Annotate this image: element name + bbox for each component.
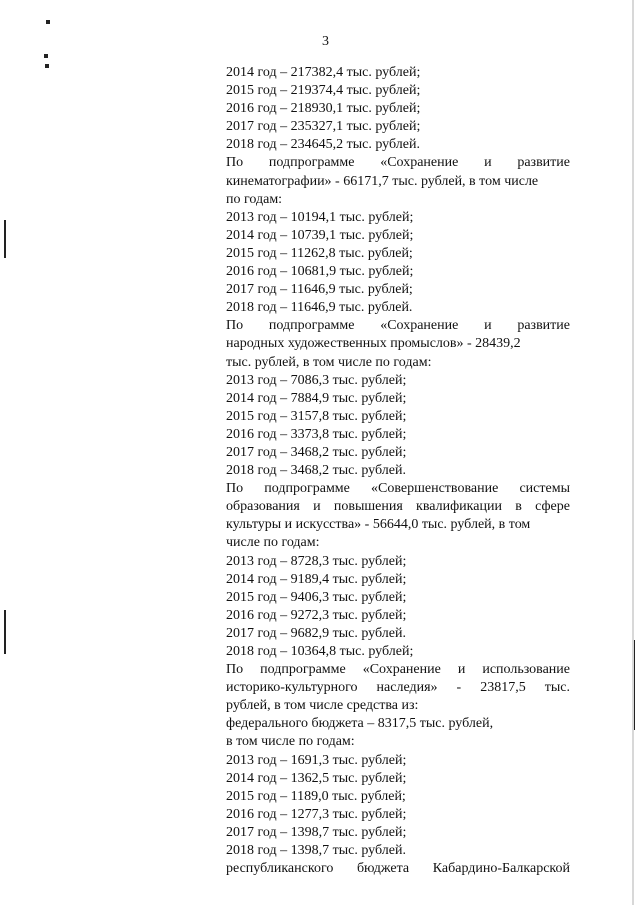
- word: республиканского: [226, 861, 334, 877]
- text-line: 2018 год – 11646,9 тыс. рублей.: [226, 300, 413, 316]
- text-line: 2017 год – 3468,2 тыс. рублей;: [226, 444, 407, 460]
- text-line: 2016 год – 218930,1 тыс. рублей;: [226, 101, 421, 117]
- text-line: 2017 год – 235327,1 тыс. рублей;: [226, 119, 421, 135]
- text-line: рублей, в том числе средства из:: [226, 698, 419, 714]
- word: «Совершенствование: [371, 481, 499, 497]
- text-line: 2013 год – 10194,1 тыс. рублей;: [226, 209, 414, 225]
- word: тыс.: [544, 680, 570, 696]
- text-line: 2014 год – 7884,9 тыс. рублей;: [226, 390, 407, 406]
- word: По: [226, 481, 244, 497]
- text-line: 2014 год – 10739,1 тыс. рублей;: [226, 227, 414, 243]
- text-line: 2017 год – 9682,9 тыс. рублей.: [226, 625, 406, 641]
- word: подпрограмме: [260, 662, 346, 678]
- word: По: [226, 155, 244, 171]
- text-line: 2013 год – 8728,3 тыс. рублей;: [226, 553, 407, 569]
- text-line: федерального бюджета – 8317,5 тыс. рублей,: [226, 716, 494, 732]
- word: квалификации: [416, 499, 502, 515]
- word: и: [457, 662, 466, 678]
- word: -: [456, 680, 462, 696]
- text-line: 2018 год – 10364,8 тыс. рублей;: [226, 644, 414, 659]
- text-line: 2015 год – 1189,0 тыс. рублей;: [226, 788, 406, 804]
- text-line: 2018 год – 1398,7 тыс. рублей.: [226, 843, 406, 859]
- word: развитие: [517, 318, 570, 334]
- text-line: 2016 год – 3373,8 тыс. рублей;: [226, 426, 407, 442]
- text-line: [226, 154, 570, 172]
- text-line: 2018 год – 3468,2 тыс. рублей.: [226, 463, 406, 479]
- word: подпрограмме: [268, 155, 355, 171]
- text-line: народных художественных промыслов» - 28439,2: [226, 336, 521, 352]
- text-line: [226, 498, 570, 516]
- word: подпрограмме: [268, 318, 355, 334]
- word: «Сохранение: [362, 662, 441, 678]
- word: развитие: [517, 155, 570, 171]
- word: 23817,5: [480, 680, 526, 696]
- word: По: [226, 318, 244, 334]
- word: подпрограмме: [264, 481, 350, 497]
- word: «Сохранение: [380, 318, 459, 334]
- word: в: [515, 499, 522, 515]
- word: Кабардино-Балкарской: [432, 861, 570, 877]
- word: и: [484, 318, 492, 334]
- word: системы: [519, 481, 570, 497]
- text-line: 2013 год – 7086,3 тыс. рублей;: [226, 372, 407, 388]
- text-line: 2014 год – 9189,4 тыс. рублей;: [226, 571, 407, 587]
- text-line: 2016 год – 1277,3 тыс. рублей;: [226, 806, 407, 822]
- text-line: [226, 860, 570, 878]
- text-line: [226, 679, 570, 697]
- word: и: [484, 155, 492, 171]
- scan-edge: [632, 0, 634, 905]
- word: повышения: [333, 499, 403, 515]
- text-line: 2013 год – 1691,3 тыс. рублей;: [226, 752, 407, 768]
- text-line: [226, 661, 570, 679]
- text-line: 2016 год – 10681,9 тыс. рублей;: [226, 264, 414, 280]
- text-line: кинематографии» - 66171,7 тыс. рублей, в том числе: [226, 173, 539, 189]
- text-line: 2015 год – 9406,3 тыс. рублей;: [226, 589, 407, 605]
- text-line: по годам:: [226, 191, 283, 207]
- text-line: 2017 год – 11646,9 тыс. рублей;: [226, 282, 413, 298]
- text-line: тыс. рублей, в том числе по годам:: [226, 354, 432, 370]
- text-line: 2018 год – 234645,2 тыс. рублей.: [226, 137, 420, 153]
- text-line: в том числе по годам:: [226, 734, 355, 750]
- text-line: [226, 317, 570, 335]
- text-line: числе по годам:: [226, 535, 320, 551]
- word: использование: [482, 662, 570, 678]
- text-line: 2015 год – 11262,8 тыс. рублей;: [226, 245, 413, 261]
- word: «Сохранение: [380, 155, 459, 171]
- text-line: 2014 год – 1362,5 тыс. рублей;: [226, 770, 407, 786]
- word: По: [226, 662, 244, 678]
- word: бюджета: [356, 861, 410, 877]
- word: образования: [226, 499, 300, 515]
- text-line: 2017 год – 1398,7 тыс. рублей;: [226, 824, 407, 840]
- text-line: 2014 год – 217382,4 тыс. рублей;: [226, 65, 421, 80]
- text-line: 2016 год – 9272,3 тыс. рублей;: [226, 607, 407, 623]
- word: историко-культурного: [226, 680, 358, 696]
- text-line: 2015 год – 219374,4 тыс. рублей;: [226, 83, 421, 99]
- text-line: [226, 480, 570, 498]
- page-number: 3: [322, 34, 329, 49]
- word: сфере: [535, 499, 570, 515]
- word: наследия»: [376, 680, 438, 696]
- text-line: 2015 год – 3157,8 тыс. рублей;: [226, 408, 407, 424]
- text-line: культуры и искусства» - 56644,0 тыс. рублей, в том: [226, 517, 531, 533]
- word: и: [313, 499, 321, 515]
- document-body: [226, 64, 570, 878]
